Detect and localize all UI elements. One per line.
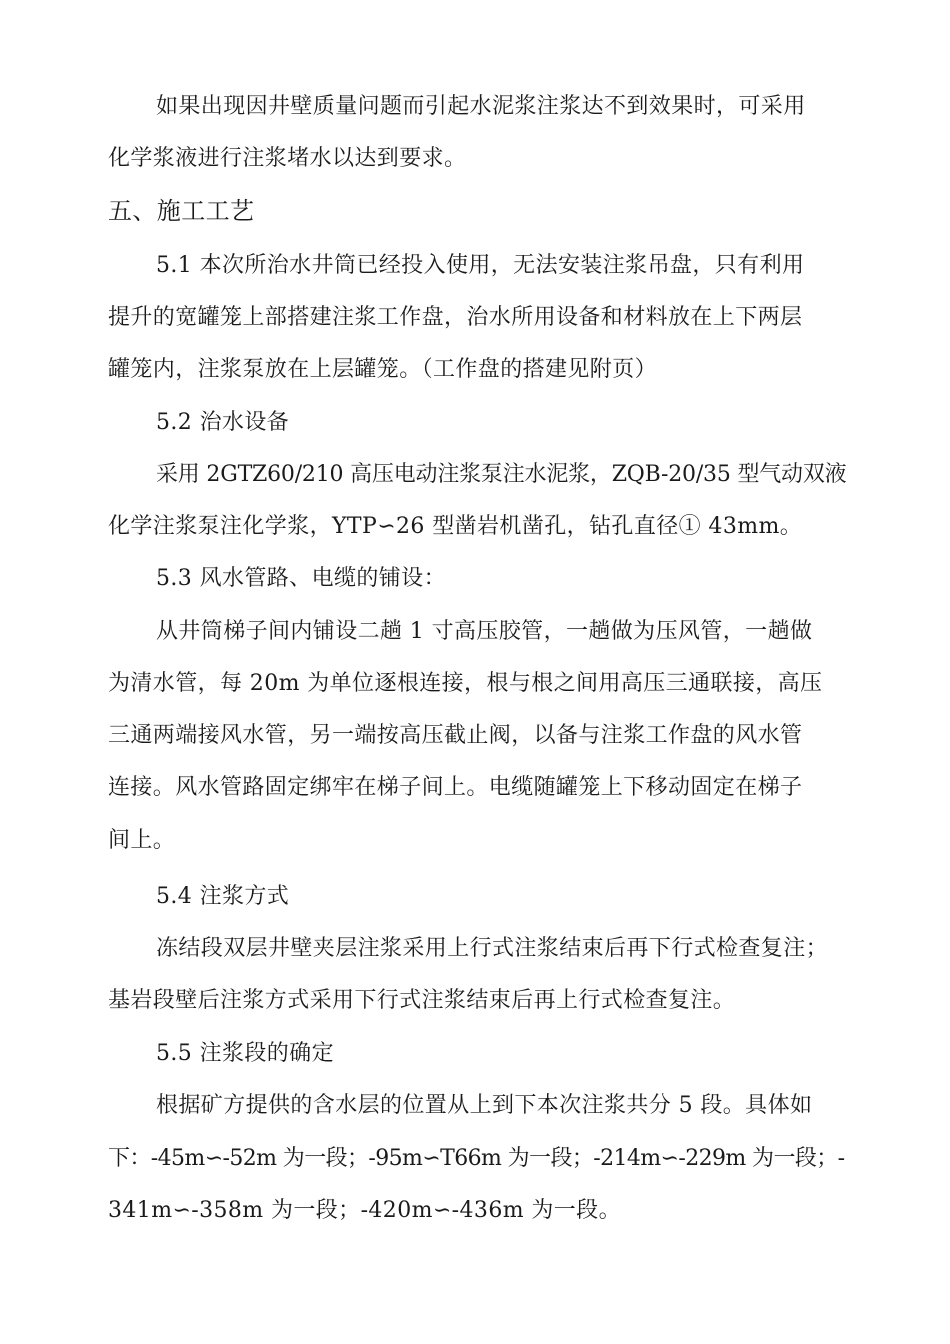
paragraph-line: 间上。 (108, 828, 176, 853)
subsection-title: 5.4 注浆方式 (156, 884, 290, 909)
paragraph-line: 三通两端接风水管，另一端按高压截止阀，以备与注浆工作盘的风水管 (108, 723, 803, 748)
paragraph-line: 341m∽-358m 为一段；-420m∽-436m 为一段。 (108, 1198, 621, 1223)
paragraph-line: 为清水管，每 20m 为单位逐根连接，根与根之间用高压三通联接，高压 (108, 671, 823, 696)
paragraph-line: 化学注浆泵注化学浆，YTP∽26 型凿岩机凿孔，钻孔直径① 43mm。 (108, 514, 803, 539)
paragraph-line: 采用 2GTZ60/210 高压电动注浆泵注水泥浆，ZQB-20/35 型气动双液 (156, 462, 847, 487)
paragraph-line: 提升的宽罐笼上部搭建注浆工作盘，治水所用设备和材料放在上下两层 (108, 305, 803, 330)
paragraph-line: 根据矿方提供的含水层的位置从上到下本次注浆共分 5 段。具体如 (156, 1093, 813, 1118)
subsection-title: 5.5 注浆段的确定 (156, 1041, 334, 1066)
paragraph-line: 基岩段壁后注浆方式采用下行式注浆结束后再上行式检查复注。 (108, 988, 736, 1013)
section-title: 五、施工工艺 (108, 197, 255, 225)
paragraph-line: 从井筒梯子间内铺设二趟 1 寸高压胶管，一趟做为压风管，一趟做 (156, 619, 813, 644)
paragraph-line: 连接。风水管路固定绑牢在梯子间上。电缆随罐笼上下移动固定在梯子 (108, 775, 803, 800)
paragraph-line: 5.1 本次所治水井筒已经投入使用，无法安装注浆吊盘，只有利用 (156, 253, 805, 278)
subsection-title: 5.3 风水管路、电缆的铺设： (156, 566, 446, 591)
paragraph-line: 如果出现因井壁质量问题而引起水泥浆注浆达不到效果时，可采用 (156, 94, 806, 119)
paragraph-line: 冻结段双层井壁夹层注浆采用上行式注浆结束后再下行式检查复注； (156, 936, 829, 961)
paragraph-line: 化学浆液进行注浆堵水以达到要求。 (108, 146, 467, 171)
paragraph-line: 罐笼内，注浆泵放在上层罐笼。（工作盘的搭建见附页） (108, 357, 658, 382)
subsection-title: 5.2 治水设备 (156, 410, 290, 435)
paragraph-line: 下：-45m∽-52m 为一段；-95m∽T66m 为一段；-214m∽-229m 为一段；- (108, 1146, 845, 1171)
